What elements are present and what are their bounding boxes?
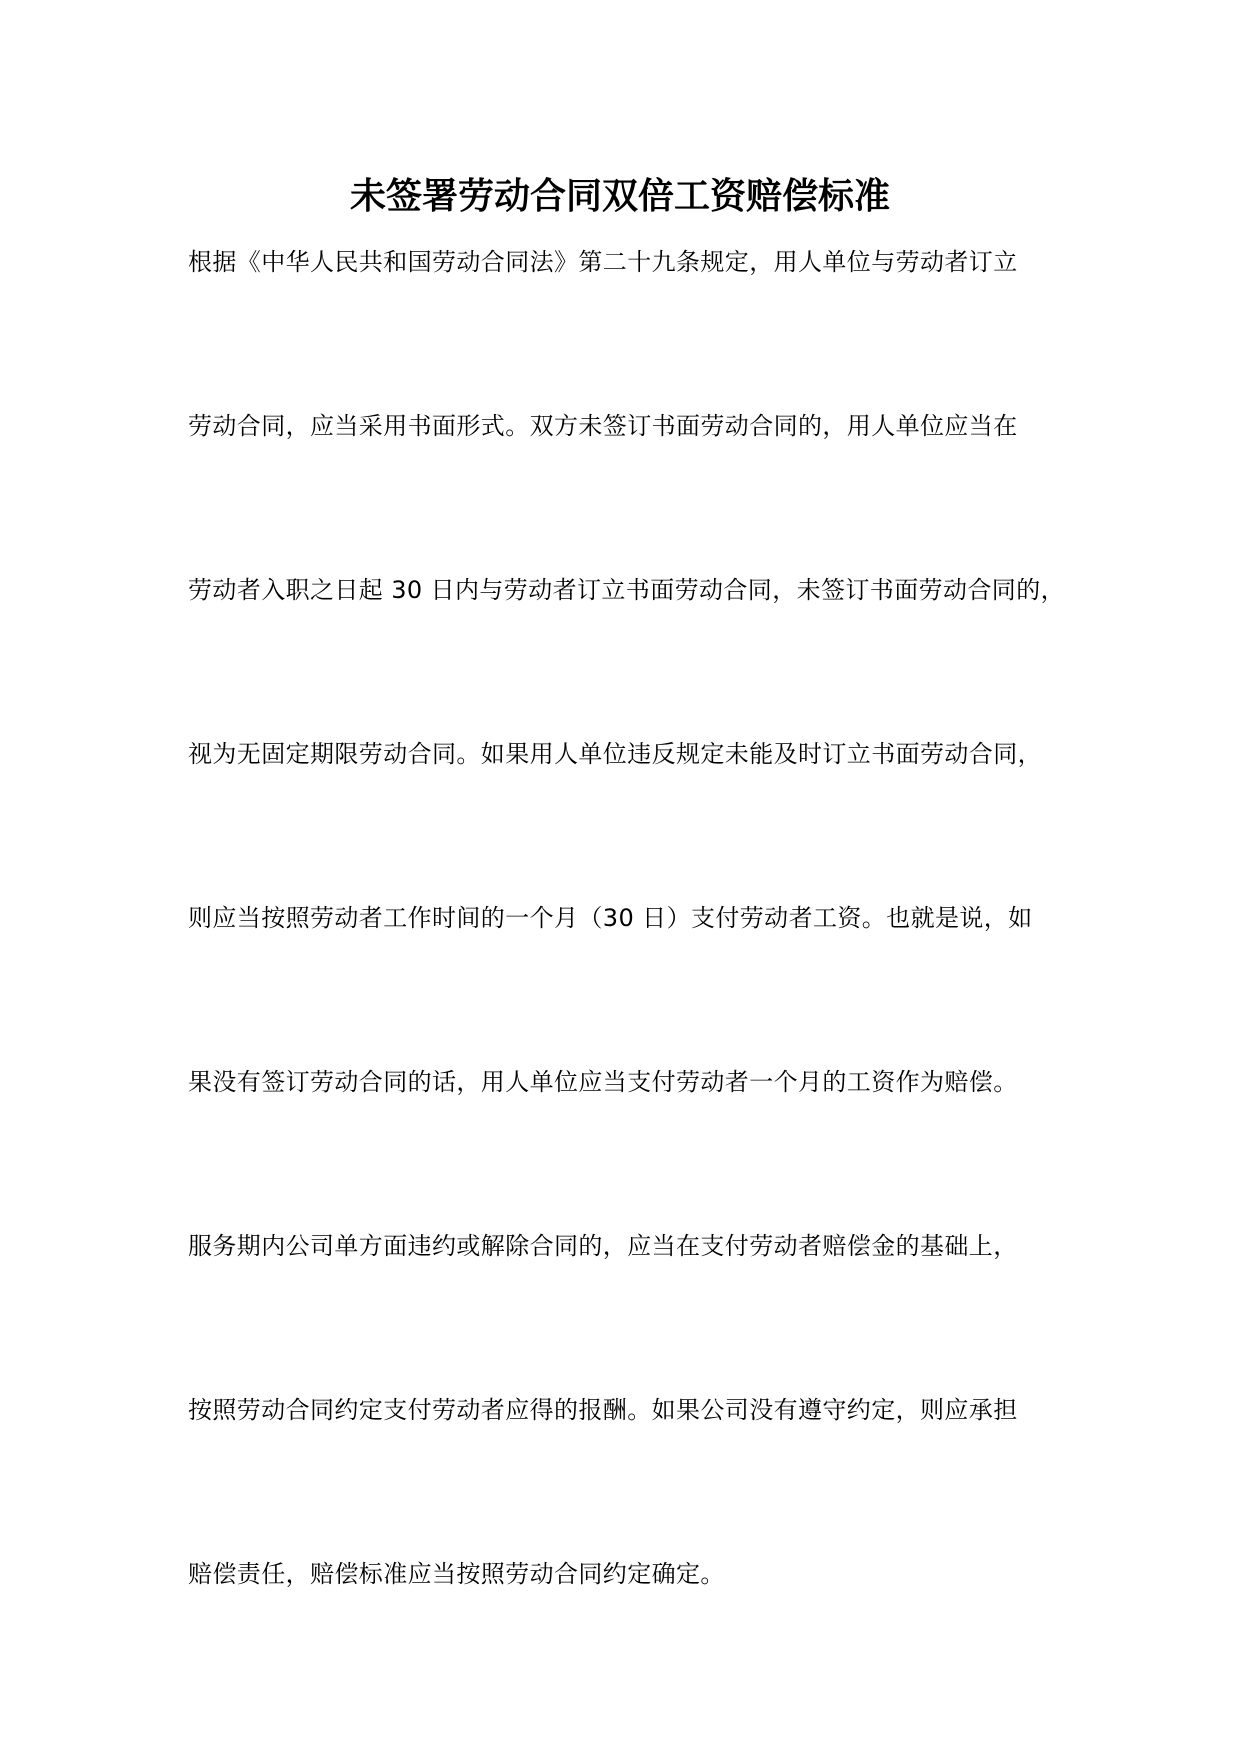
body-text-line: 视为无固定期限劳动合同。如果用人单位违反规定未能及时订立书面劳动合同， <box>188 740 1042 768</box>
body-text-line: 果没有签订劳动合同的话，用人单位应当支付劳动者一个月的工资作为赔偿。 <box>188 1068 1018 1096</box>
body-text-line: 根据《中华人民共和国劳动合同法》第二十九条规定，用人单位与劳动者订立 <box>188 248 1018 276</box>
body-text-line: 服务期内公司单方面违约或解除合同的，应当在支付劳动者赔偿金的基础上， <box>188 1232 1018 1260</box>
body-text-line: 则应当按照劳动者工作时间的一个月（30 日）支付劳动者工资。也就是说，如 <box>188 904 1033 932</box>
body-text-line: 劳动合同，应当采用书面形式。双方未签订书面劳动合同的，用人单位应当在 <box>188 412 1018 440</box>
body-text-line: 赔偿责任，赔偿标准应当按照劳动合同约定确定。 <box>188 1560 725 1588</box>
body-text-line: 按照劳动合同约定支付劳动者应得的报酬。如果公司没有遵守约定，则应承担 <box>188 1396 1018 1424</box>
body-text-line: 劳动者入职之日起 30 日内与劳动者订立书面劳动合同，未签订书面劳动合同的， <box>188 576 1065 604</box>
document-title: 未签署劳动合同双倍工资赔偿标准 <box>349 176 890 217</box>
